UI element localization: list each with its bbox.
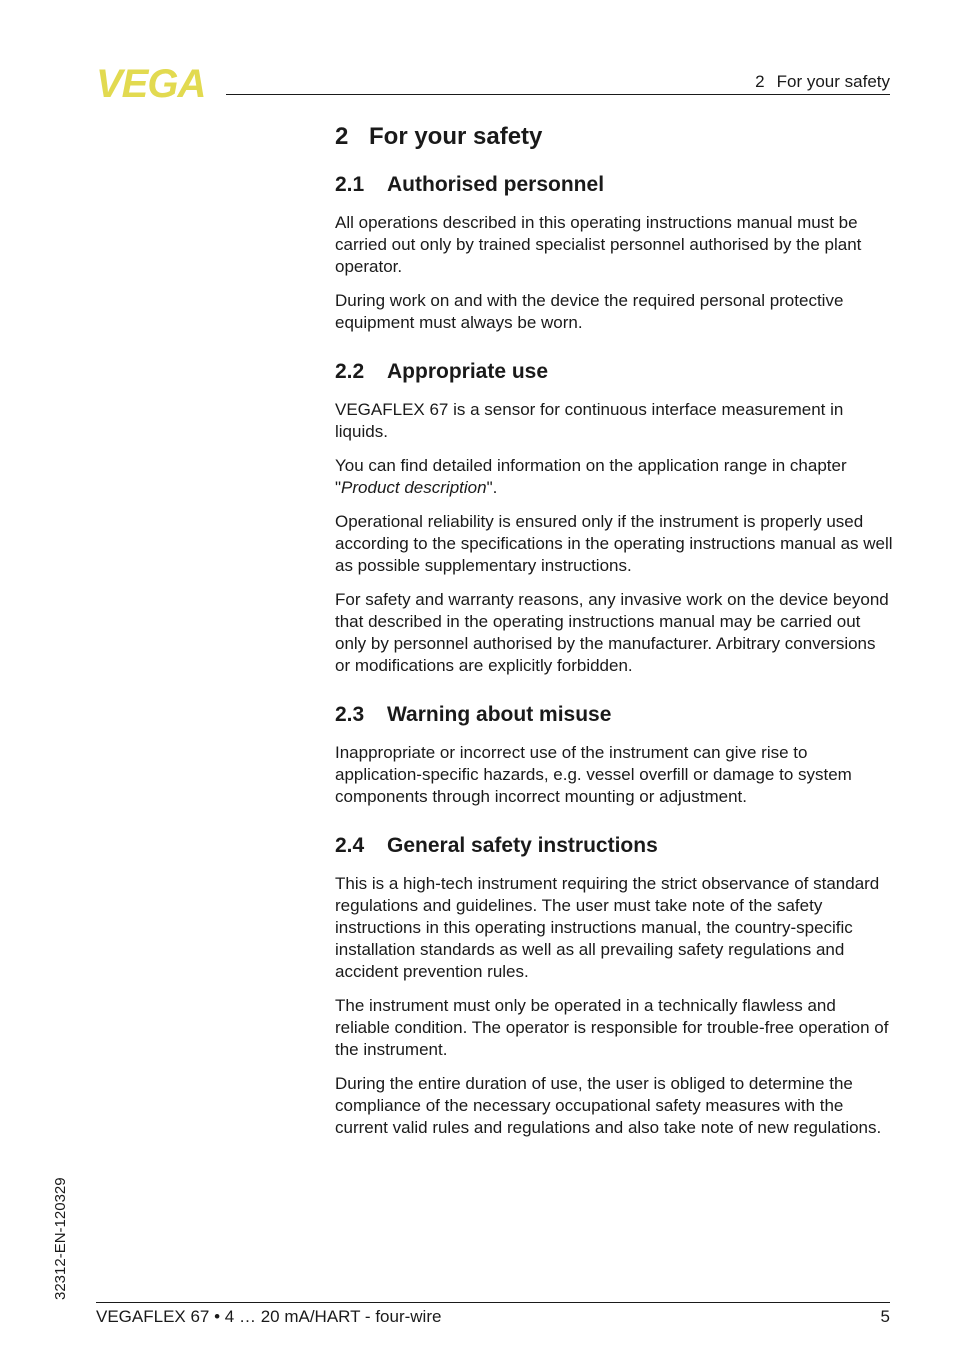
section-title: Warning about misuse xyxy=(387,703,612,726)
section-warning-about-misuse xyxy=(335,701,893,808)
paragraph: VEGAFLEX 67 is a sensor for continuous interface measurement in liquids. xyxy=(335,400,844,441)
section-number: 2.3 xyxy=(335,703,365,726)
paragraph: All operations described in this operating instructions manual must be carried out only by trained specialist personnel authorised by the plant operator. xyxy=(335,213,862,276)
section-number: 2.1 xyxy=(335,173,365,196)
section-heading xyxy=(335,832,893,860)
main-content xyxy=(335,121,893,1163)
reference-text-end: ". xyxy=(486,478,498,497)
running-header-title: For your safety xyxy=(776,72,890,91)
footer-rule xyxy=(96,1302,890,1303)
section-heading xyxy=(335,701,893,729)
section-general-safety-instructions xyxy=(335,832,893,1139)
footer-product: VEGAFLEX 67 • 4 … 20 mA/HART - four-wire xyxy=(96,1307,442,1326)
paragraph: During the entire duration of use, the user is obliged to determine the compliance of the necessary occupational safety measures with the current valid rules and regulations and also take note of new regulations. xyxy=(335,1074,882,1137)
section-heading xyxy=(335,358,893,386)
header-rule xyxy=(226,94,890,95)
vega-logo: VEGA xyxy=(96,62,206,106)
running-header-number: 2 xyxy=(755,72,765,91)
paragraph: During work on and with the device the required personal protective equipment must always be worn. xyxy=(335,291,844,332)
page-number: 5 xyxy=(880,1307,890,1326)
running-header xyxy=(755,72,890,92)
paragraph: Inappropriate or incorrect use of the instrument can give rise to application-specific hazards, e.g. vessel overfill or damage to system components through incorrect mounting or adjustment. xyxy=(335,743,852,806)
section-title: Authorised personnel xyxy=(387,173,605,196)
chapter-reference: Product description xyxy=(341,478,487,497)
reference-text: You can find detailed information on the application range in chapter " xyxy=(335,456,847,497)
section-authorised-personnel xyxy=(335,171,893,334)
paragraph: This is a high-tech instrument requiring the strict observance of standard regulations and guidelines. The user must take note of the safety instructions in this operating instructions manual, the country-specific installation standards as well as all prevailing safety regulations and accident prevention rules. xyxy=(335,874,880,981)
paragraph-chapter-reference xyxy=(335,455,893,499)
paragraph: For safety and warranty reasons, any invasive work on the device beyond that described in the operating instructions manual may be carried out only by personnel authorised by the manufacturer. Arbitrary conversions or modifications are explicitly forbidden. xyxy=(335,590,889,675)
section-appropriate-use xyxy=(335,358,893,677)
section-number: 2.4 xyxy=(335,834,365,857)
chapter-heading xyxy=(335,121,893,153)
section-number: 2.2 xyxy=(335,360,365,383)
document-code: 32312-EN-120329 xyxy=(52,1177,69,1300)
section-title: Appropriate use xyxy=(387,360,549,383)
chapter-title: For your safety xyxy=(369,123,543,150)
paragraph: The instrument must only be operated in a technically flawless and reliable condition. The operator is responsible for trouble-free operation of the instrument. xyxy=(335,996,889,1059)
chapter-number: 2 xyxy=(335,123,349,150)
section-heading xyxy=(335,171,893,199)
section-title: General safety instructions xyxy=(387,834,658,857)
paragraph: Operational reliability is ensured only if the instrument is properly used according to the specifications in the operating instructions manual as well as possible supplementary instructions. xyxy=(335,512,893,575)
